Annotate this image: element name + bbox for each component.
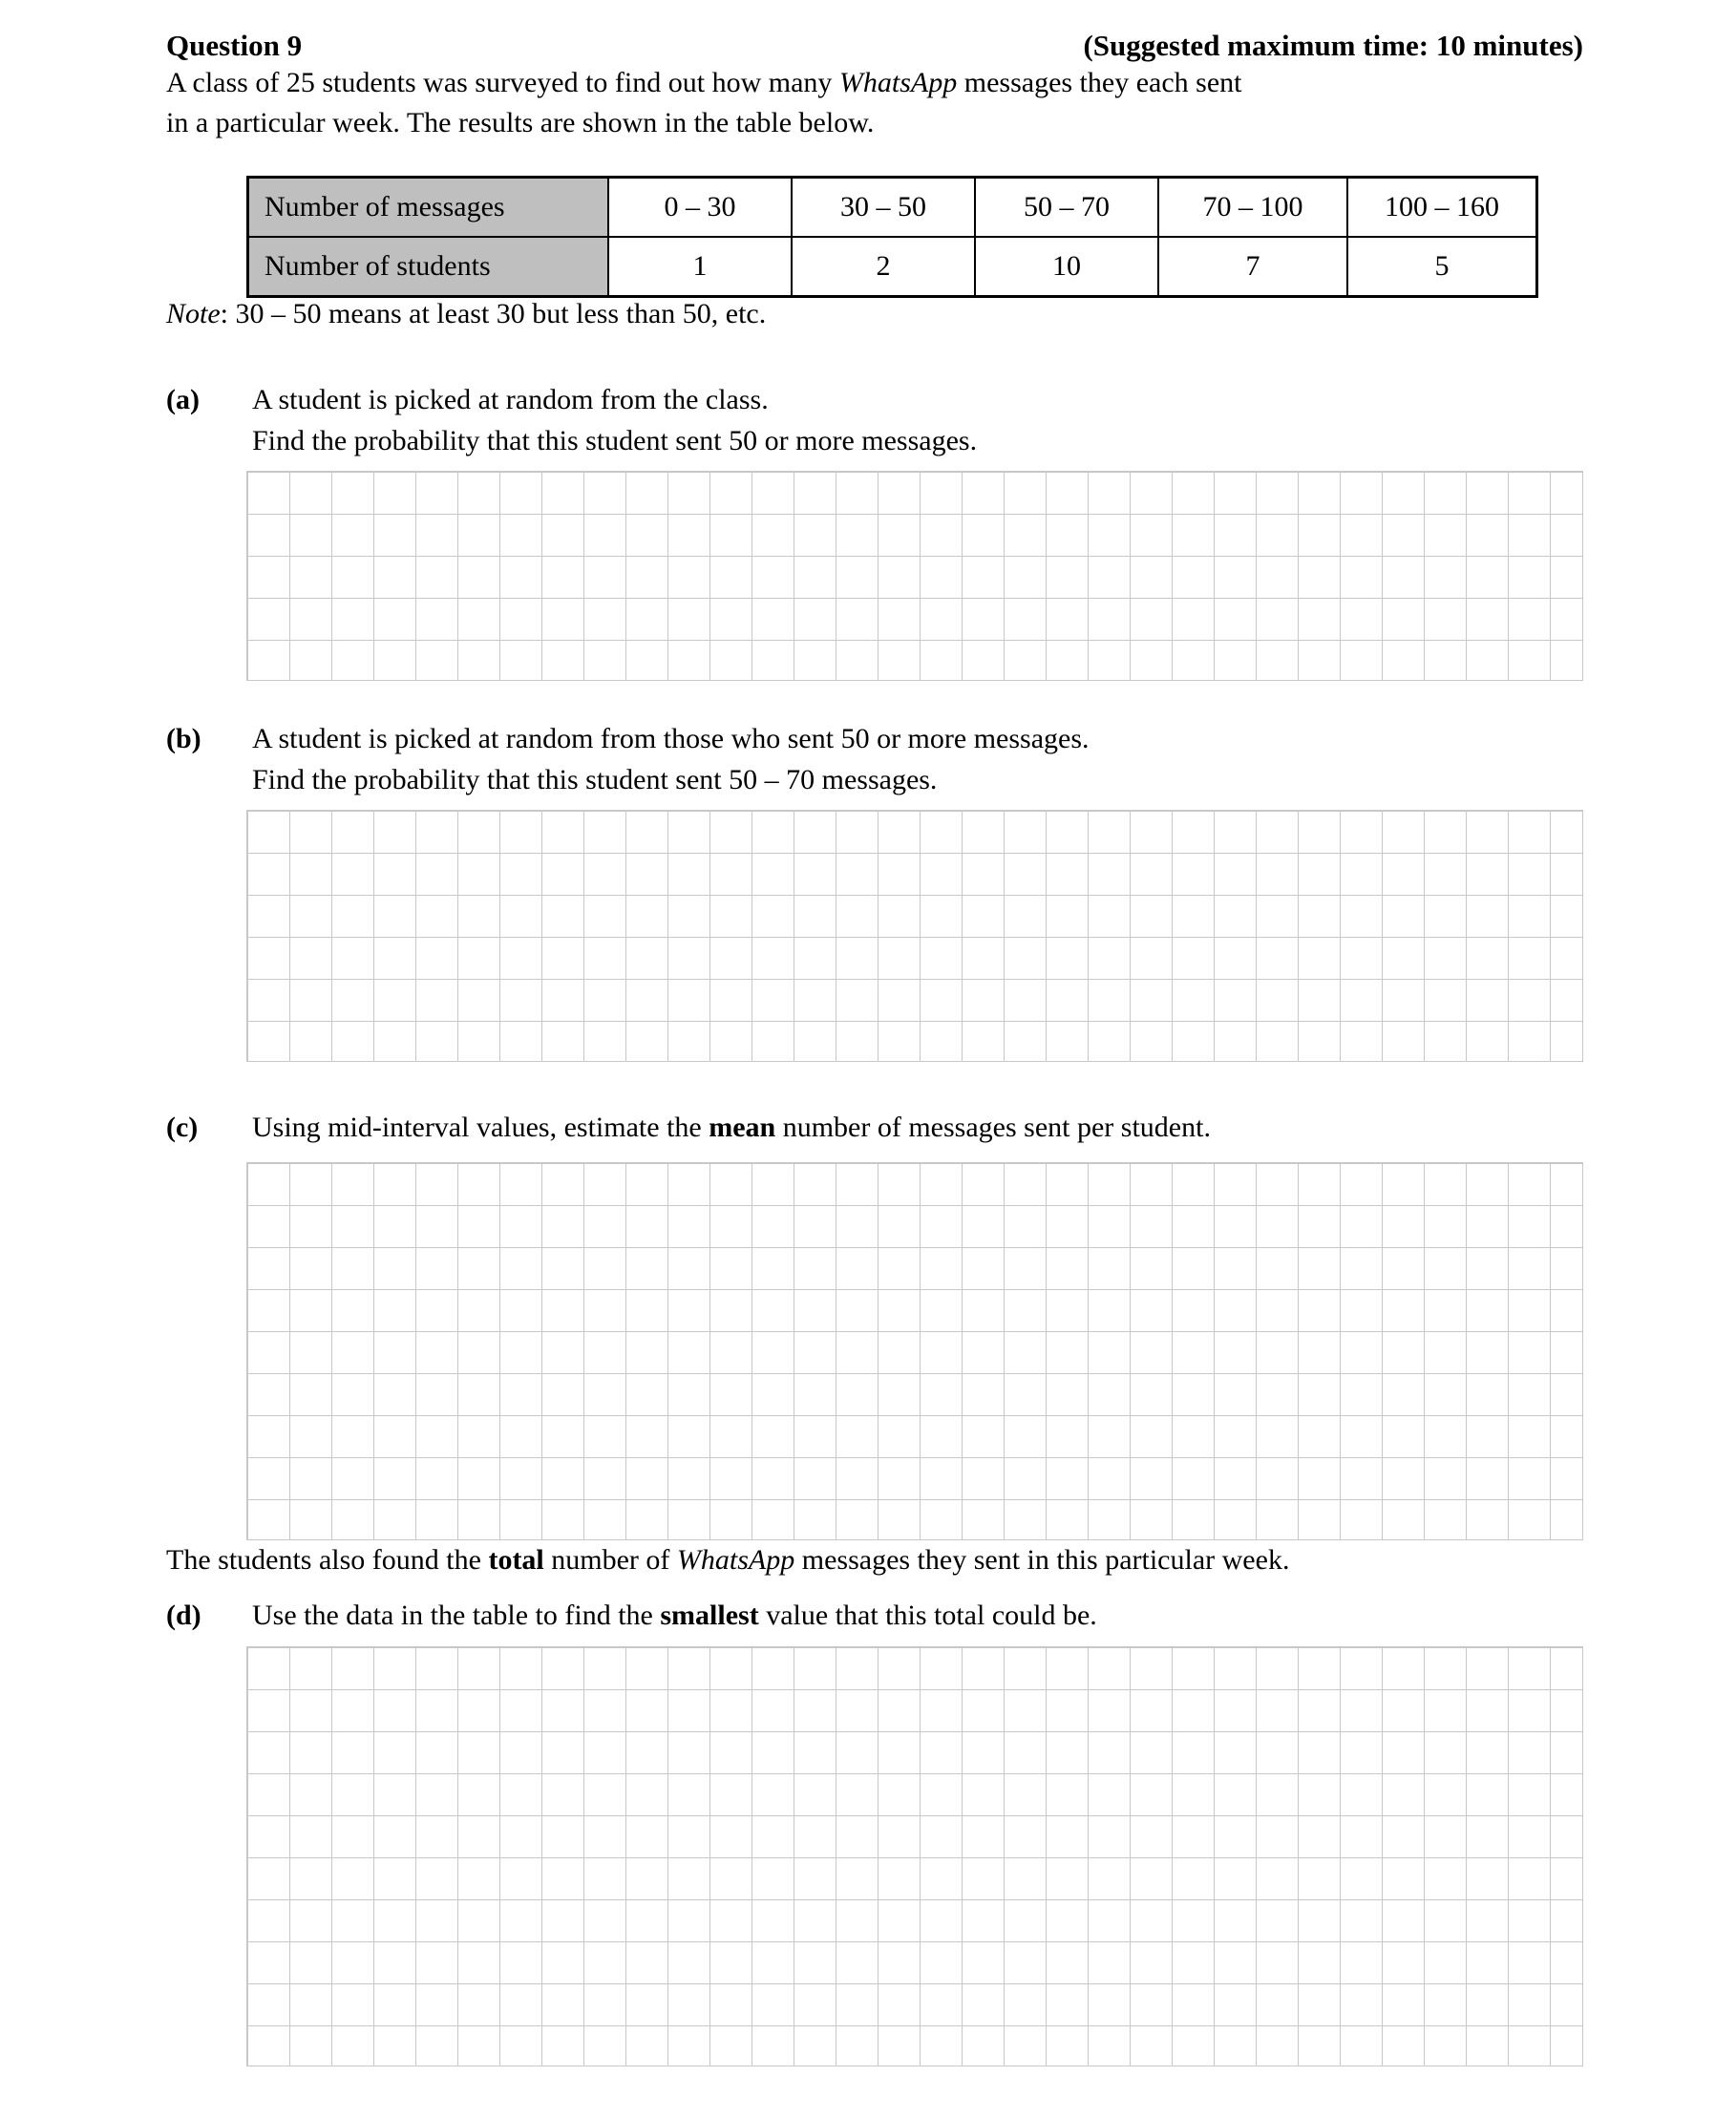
part-a-text: [252, 380, 977, 461]
question-title: Question 9: [166, 29, 303, 62]
part-d-text: [252, 1596, 1097, 1637]
total-text-3: messages they sent in this particular week.: [794, 1543, 1290, 1576]
students-count-cell: 7: [1158, 237, 1347, 297]
students-row-label: Number of students: [248, 237, 609, 297]
students-count-cell: 2: [792, 237, 975, 297]
students-count-cell: 10: [975, 237, 1158, 297]
part-c-section: [166, 1108, 1583, 1149]
table-note: [166, 298, 1583, 330]
answer-grid-part-c: [246, 1162, 1583, 1540]
note-label-italic: Note: [166, 298, 221, 329]
answer-grid-part-b: [246, 810, 1583, 1062]
part-b-section: [166, 719, 1583, 800]
table-row-students: [248, 237, 1537, 297]
students-count-cell: 5: [1347, 237, 1537, 297]
part-d-text-2: value that this total could be.: [758, 1599, 1097, 1631]
messages-row-label: Number of messages: [248, 178, 609, 238]
part-b-line2: Find the probability that this student sent 50 – 70 messages.: [252, 763, 938, 795]
suggested-time-note: (Suggested maximum time: 10 minutes): [1083, 29, 1583, 62]
question-header: [166, 29, 1583, 63]
total-text-2: number of: [543, 1543, 677, 1576]
intro-paragraph: [166, 63, 1583, 143]
part-b-line1: A student is picked at random from those who sent 50 or more messages.: [252, 723, 1090, 755]
intro-text-2: messages they each sent: [957, 67, 1242, 98]
part-c-text: [252, 1108, 1211, 1149]
part-d-label: (d): [166, 1599, 201, 1631]
part-b-text: [252, 719, 1090, 800]
part-c-text-1: Using mid-interval values, estimate the: [252, 1112, 709, 1144]
messages-range-cell: 0 – 30: [608, 178, 792, 238]
part-a-line2: Find the probability that this student sent 50 or more messages.: [252, 424, 978, 456]
part-c-text-2: number of messages sent per student.: [775, 1112, 1211, 1144]
part-d-section: [166, 1596, 1583, 1637]
part-c-label: (c): [166, 1112, 199, 1144]
total-statement: [166, 1540, 1583, 1580]
part-d-text-1: Use the data in the table to find the: [252, 1599, 661, 1631]
messages-range-cell: 100 – 160: [1347, 178, 1537, 238]
note-text: : 30 – 50 means at least 30 but less than 50, etc.: [220, 298, 767, 329]
students-count-cell: 1: [608, 237, 792, 297]
part-a-line1: A student is picked at random from the class.: [252, 384, 769, 415]
part-b-label: (b): [166, 723, 201, 755]
part-a-section: [166, 380, 1583, 461]
messages-range-cell: 50 – 70: [975, 178, 1158, 238]
answer-grid-part-a: [246, 471, 1583, 681]
total-bold: total: [488, 1543, 544, 1576]
part-a-label: (a): [166, 384, 200, 415]
intro-text-line2: in a particular week. The results are shown in the table below.: [166, 107, 875, 138]
table-row-messages: [248, 178, 1537, 238]
part-c-mean-bold: mean: [709, 1112, 776, 1144]
messages-range-cell: 70 – 100: [1158, 178, 1347, 238]
intro-whatsapp-italic: WhatsApp: [838, 67, 958, 98]
messages-range-cell: 30 – 50: [792, 178, 975, 238]
intro-text-1: A class of 25 students was surveyed to find out how many: [166, 67, 839, 98]
part-d-smallest-bold: smallest: [660, 1599, 759, 1631]
answer-grid-part-d: [246, 1646, 1583, 2066]
total-text-1: The students also found the: [166, 1543, 489, 1576]
frequency-table: [246, 176, 1538, 298]
total-whatsapp-italic: WhatsApp: [676, 1543, 795, 1576]
